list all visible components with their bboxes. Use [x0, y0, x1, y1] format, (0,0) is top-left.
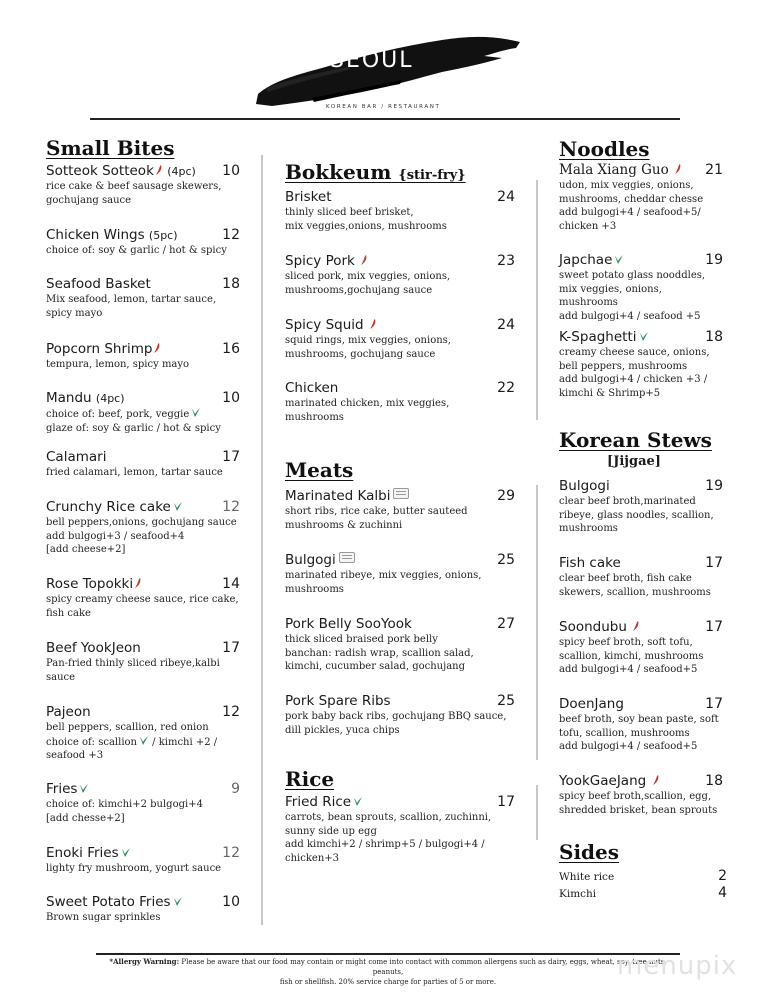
item-price: 9: [231, 781, 240, 797]
section-sides: [559, 840, 727, 905]
menu-item: [46, 576, 240, 620]
item-price: 18: [705, 329, 723, 345]
leaf-icon: [191, 407, 201, 418]
item-description: bell peppers,onions, gochujang sauce add bulgogi+3 / seafood+4 [add cheese+2]: [46, 517, 237, 555]
menu-item: [285, 189, 515, 233]
item-description: choice of: beef, pork, veggie glaze of: soy & garlic / hot & spicy: [46, 409, 221, 434]
item-description: spicy creamy cheese sauce, rice cake, fish cake: [46, 594, 239, 619]
leaf-icon: [614, 254, 624, 265]
item-price: 10: [222, 894, 240, 910]
item-description: spicy beef broth,scallion, egg, shredded brisket, bean sprouts: [559, 791, 718, 816]
side-item: [559, 868, 727, 884]
item-description: tempura, lemon, spicy mayo: [46, 359, 190, 370]
menu-item: [559, 252, 723, 323]
item-price: 10: [222, 390, 240, 406]
item-price: 17: [222, 449, 240, 465]
section-title: Bokkeum {stir-fry}: [285, 160, 466, 184]
item-price: 21: [705, 162, 723, 178]
menu-item: [46, 845, 240, 876]
item-price: 17: [705, 696, 723, 712]
item-price: 25: [497, 552, 515, 568]
item-price: 27: [497, 616, 515, 632]
leaf-icon: [173, 896, 183, 907]
menu-item: [559, 478, 723, 536]
item-description: clear beef broth,marinated ribeye, glass noodles, scallion, mushrooms: [559, 496, 714, 534]
item-name: K-Spaghetti: [559, 329, 637, 345]
side-name: Kimchi: [559, 888, 597, 900]
footer-divider: [96, 953, 680, 955]
item-description: Pan-fried thinly sliced ribeye,kalbi sauce: [46, 658, 220, 683]
item-name: Chicken Wings: [46, 227, 145, 243]
section-title: Meats: [285, 458, 354, 482]
item-name: Chicken: [285, 380, 339, 396]
header-divider: [90, 118, 680, 120]
item-price: 12: [222, 499, 240, 515]
item-description: choice of: soy & garlic / hot & spicy: [46, 245, 227, 256]
leaf-icon: [79, 783, 89, 794]
menu-item: [285, 317, 515, 361]
item-description: marinated ribeye, mix veggies, onions, mushrooms: [285, 570, 482, 595]
item-name: Beef YookJeon: [46, 640, 141, 656]
section-title: Rice: [285, 767, 335, 791]
item-name: Fries: [46, 781, 78, 797]
menu-item: [46, 640, 240, 684]
item-description: squid rings, mix veggies, onions, mushrooms, gochujang sauce: [285, 335, 451, 360]
item-name: Popcorn Shrimp: [46, 341, 153, 357]
item-name: Bulgogi: [285, 552, 336, 568]
menu-item: [285, 552, 515, 596]
chili-icon: [369, 318, 377, 330]
menu-item: [46, 227, 240, 258]
side-item: [559, 885, 727, 901]
menu-item: [559, 329, 723, 400]
item-description: thinly sliced beef brisket, mix veggies,onions, mushrooms: [285, 207, 447, 232]
section-meats: [285, 458, 515, 748]
item-name: Soondubu: [559, 619, 627, 635]
item-description: carrots, bean sprouts, scallion, zuchinni, sunny side up egg add kimchi+2 / shrimp+5 / bulgogi+4 / chicken+3: [285, 812, 492, 864]
item-name: Spicy Squid: [285, 317, 364, 333]
item-price: 29: [497, 488, 515, 504]
column-divider-right-3: [536, 785, 538, 840]
chili-icon: [652, 774, 660, 786]
item-description: short ribs, rice cake, butter sauteed mushrooms & zuchinni: [285, 506, 468, 531]
item-description: bell peppers, scallion, red onion choice of: scallion / kimchi +2 / seafood +3: [46, 722, 218, 761]
gluten-free-icon: [393, 488, 409, 499]
item-description: thick sliced braised pork belly banchan: radish wrap, scallion salad, kimchi, cucumber salad, gochujang: [285, 634, 474, 672]
item-name: Spicy Pork: [285, 253, 355, 269]
gluten-free-icon: [339, 552, 355, 563]
chili-icon: [155, 164, 163, 176]
item-price: 17: [705, 555, 723, 571]
item-description: creamy cheese sauce, onions, bell peppers, mushrooms add bulgogi+4 / chicken +3 / kimchi & Shrimp+5: [559, 347, 710, 399]
item-name: DoenJang: [559, 696, 624, 712]
item-name: Mandu: [46, 390, 92, 406]
item-description: clear beef broth, fish cake skewers, scallion, mushrooms: [559, 573, 711, 598]
item-description: sweet potato glass nooddles, mix veggies, onions, mushrooms add bulgogi+4 / seafood +5: [559, 270, 706, 322]
item-name: Mala Xiang Guo: [559, 162, 669, 178]
logo-title: SEOUL: [330, 48, 414, 73]
chili-icon: [632, 620, 640, 632]
section-korean-stews: [559, 428, 723, 828]
item-qty: (5pc): [148, 229, 178, 242]
item-name: YookGaeJang: [559, 773, 647, 789]
menu-item: [46, 894, 240, 925]
item-name: Pork Belly SooYook: [285, 616, 412, 632]
menu-item: [46, 341, 240, 372]
item-price: 18: [222, 276, 240, 292]
section-bokkeum: [285, 160, 515, 430]
column-divider-right-1: [536, 180, 538, 420]
item-description: beef broth, soy bean paste, soft tofu, scallion, mushrooms add bulgogi+4 / seafood+5: [559, 714, 719, 752]
item-qty: (4pc): [167, 165, 196, 178]
item-name: Crunchy Rice cake: [46, 499, 171, 515]
section-subtitle: {stir-fry}: [398, 168, 466, 183]
menu-item: [285, 380, 515, 424]
item-price: 19: [705, 478, 723, 494]
menu-item: [46, 781, 240, 825]
leaf-icon: [173, 501, 183, 512]
column-divider-left: [261, 155, 263, 925]
item-name: Pajeon: [46, 704, 91, 720]
item-name: Enoki Fries: [46, 845, 119, 861]
item-price: 19: [705, 252, 723, 268]
item-price: 18: [705, 773, 723, 789]
section-small-bites: [46, 136, 240, 926]
item-name: Fried Rice: [285, 794, 352, 810]
item-name: Calamari: [46, 449, 107, 465]
menu-item: [46, 163, 240, 207]
item-description: lighty fry mushroom, yogurt sauce: [46, 863, 222, 874]
menu-item: [559, 773, 723, 817]
section-title: Noodles: [559, 137, 650, 161]
menu-item: [46, 704, 240, 763]
section-title: Sides: [559, 840, 620, 864]
item-name: Sotteok Sotteok: [46, 163, 154, 179]
menu-item: [46, 276, 240, 320]
item-price: 17: [497, 794, 515, 810]
item-price: 17: [222, 640, 240, 656]
item-description: pork baby back ribs, gochujang BBQ sauce, dill pickles, yuca chips: [285, 711, 507, 736]
item-description: Brown sugar sprinkles: [46, 912, 161, 923]
item-description: fried calamari, lemon, tartar sauce: [46, 467, 223, 478]
item-description: rice cake & beef sausage skewers, gochujang sauce: [46, 181, 222, 206]
menu-item: [285, 794, 515, 865]
menu-item: [46, 390, 240, 435]
chili-icon: [134, 577, 142, 589]
menu-item: [285, 693, 515, 737]
leaf-icon: [639, 331, 649, 342]
item-description: udon, mix veggies, onions, mushrooms, cheddar chesse add bulgogi+4 / seafood+5/ chicken +3: [559, 180, 704, 232]
item-name: Bulgogi: [559, 478, 610, 494]
section-subtitle: [Jijgae]: [607, 454, 661, 469]
leaf-icon: [353, 796, 363, 807]
item-price: 12: [222, 704, 240, 720]
leaf-icon: [121, 847, 131, 858]
chili-icon: [360, 254, 368, 266]
item-price: 24: [497, 189, 515, 205]
side-price: 2: [718, 868, 727, 884]
item-price: 14: [222, 576, 240, 592]
column-divider-right-2: [536, 485, 538, 760]
menu-item: [46, 449, 240, 480]
item-name: Japchae: [559, 252, 613, 268]
chili-icon: [674, 163, 682, 175]
item-name: Seafood Basket: [46, 276, 151, 292]
item-price: 16: [222, 341, 240, 357]
section-rice: [285, 767, 515, 867]
item-description: marinated chicken, mix veggies, mushrooms: [285, 398, 450, 423]
menu-item: [559, 555, 723, 599]
menu-item: [285, 488, 515, 532]
menu-item: [559, 162, 723, 233]
item-price: 22: [497, 380, 515, 396]
item-description: choice of: kimchi+2 bulgogi+4 [add chesse+2]: [46, 799, 203, 824]
logo-subtitle: Bystro: [438, 77, 475, 90]
logo-tagline: KOREAN BAR / RESTAURANT: [326, 104, 441, 110]
item-name: Rose Topokki: [46, 576, 134, 592]
item-price: 17: [705, 619, 723, 635]
menu-item: [46, 499, 240, 557]
item-name: Marinated Kalbi: [285, 488, 391, 504]
item-description: Mix seafood, lemon, tartar sauce, spicy mayo: [46, 294, 217, 319]
item-name: Sweet Potato Fries: [46, 894, 171, 910]
section-title: Small Bites: [46, 136, 175, 160]
chili-icon: [153, 342, 161, 354]
menu-item: [559, 619, 723, 677]
item-description: spicy beef broth, soft tofu, scallion, kimchi, mushrooms add bulgogi+4 / seafood+5: [559, 637, 704, 675]
menu-item: [559, 696, 723, 754]
item-qty: (4pc): [95, 392, 125, 405]
item-price: 10: [222, 163, 240, 179]
section-noodles: [559, 137, 723, 407]
item-description: sliced pork, mix veggies, onions, mushrooms,gochujang sauce: [285, 271, 451, 296]
watermark: menupix: [617, 951, 738, 981]
item-price: 12: [222, 845, 240, 861]
item-price: 25: [497, 693, 515, 709]
item-price: 23: [497, 253, 515, 269]
item-name: Fish cake: [559, 555, 621, 571]
side-name: White rice: [559, 871, 615, 883]
item-name: Brisket: [285, 189, 332, 205]
item-name: Pork Spare Ribs: [285, 693, 391, 709]
item-price: 12: [222, 227, 240, 243]
side-price: 4: [718, 885, 727, 901]
menu-item: [285, 253, 515, 297]
allergy-warning: *Allergy Warning: Please be aware that our food may contain or might come into contact with common allergens such as dairy, eggs, wheat, soy, tree nuts, peanuts, fish or shellfish. 20% service charge for parties of 5 or more.: [109, 957, 667, 986]
section-title: Korean Stews: [559, 428, 712, 452]
item-price: 24: [497, 317, 515, 333]
menu-item: [285, 616, 515, 674]
allergy-label: *Allergy Warning:: [109, 957, 180, 966]
leaf-icon: [139, 735, 149, 746]
